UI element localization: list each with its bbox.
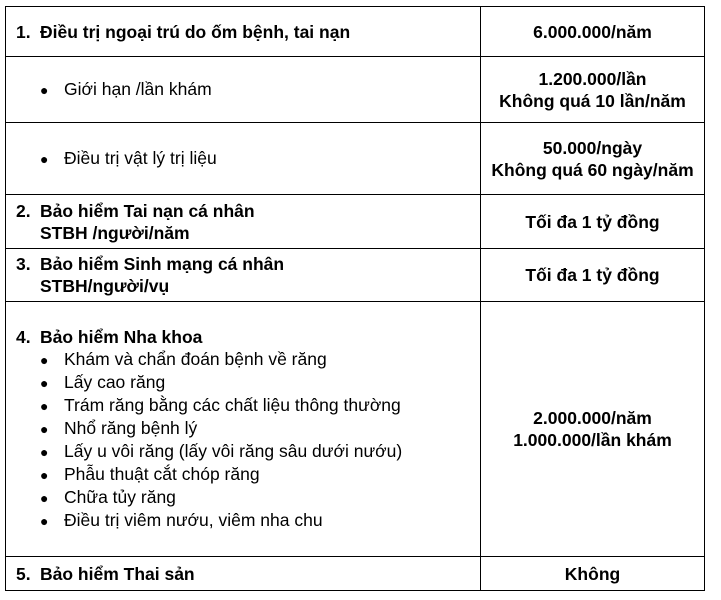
- benefit-label: Điều trị ngoại trú do ốm bệnh, tai nạn: [40, 21, 351, 42]
- limit-value: Tối đa 1 tỷ đồng: [525, 211, 660, 232]
- benefit-cell: [6, 123, 481, 195]
- bullet-icon: ●: [40, 490, 49, 506]
- limit-value: 1.200.000/lần: [538, 68, 647, 89]
- bullet-icon: ●: [40, 151, 49, 167]
- bullet-icon: ●: [40, 467, 49, 483]
- benefit-cell: [6, 557, 481, 591]
- benefit-cell: [6, 249, 481, 302]
- bullet-icon: ●: [40, 421, 49, 437]
- benefit-label: Bảo hiểm Nha khoa: [40, 327, 203, 347]
- limit-value: 50.000/ngày: [542, 137, 643, 158]
- limit-cell: [481, 57, 705, 123]
- benefit-sublabel: STBH/người/vụ: [40, 276, 170, 296]
- list-item: ● Khám và chẩn đoán bệnh về răng: [16, 348, 480, 371]
- table-row: [6, 302, 705, 557]
- benefit-label: Giới hạn /lần khám: [64, 79, 212, 99]
- bullet-icon: ●: [40, 398, 49, 414]
- limit-cell: [481, 195, 705, 249]
- list-item: ● Chữa tủy răng: [16, 486, 480, 509]
- benefit-cell: [6, 57, 481, 123]
- list-item: ● Trám răng bằng các chất liệu thông thường: [16, 394, 480, 417]
- bullet-icon: ●: [40, 82, 49, 98]
- list-item: ● Lấy cao răng: [16, 371, 480, 394]
- limit-cell: [481, 123, 705, 195]
- bullet-icon: ●: [40, 375, 49, 391]
- item-number: 5.: [16, 563, 31, 584]
- bullet-icon: ●: [40, 444, 49, 460]
- limit-note: Không quá 60 ngày/năm: [491, 159, 694, 180]
- item-number: 3.: [16, 254, 31, 274]
- limit-cell: [481, 249, 705, 302]
- benefit-label: Bảo hiểm Thai sản: [40, 563, 195, 584]
- benefit-cell: [6, 302, 481, 557]
- benefit-cell: [6, 195, 481, 249]
- table-row: [6, 557, 705, 591]
- limit-value: 2.000.000/năm: [533, 408, 652, 428]
- bullet-icon: ●: [40, 352, 49, 368]
- benefit-cell: [6, 7, 481, 57]
- benefit-label: Điều trị vật lý trị liệu: [64, 148, 217, 168]
- table-row: [6, 195, 705, 249]
- table-row: [6, 57, 705, 123]
- limit-value: Tối đa 1 tỷ đồng: [525, 265, 660, 285]
- list-item: ● Lấy u vôi răng (lấy vôi răng sâu dưới nướu): [16, 440, 480, 463]
- table-row: [6, 249, 705, 302]
- benefit-label: Bảo hiểm Tai nạn cá nhân: [40, 200, 255, 221]
- benefit-sublabel: STBH /người/năm: [40, 222, 190, 243]
- limit-note: 1.000.000/lần khám: [513, 430, 672, 450]
- limit-value: Không: [564, 563, 621, 584]
- item-number: 4.: [16, 327, 31, 347]
- bullet-icon: ●: [40, 513, 49, 529]
- list-item: ● Phẫu thuật cắt chóp răng: [16, 463, 480, 486]
- benefits-table: [5, 6, 705, 591]
- item-number: 1.: [16, 21, 31, 42]
- list-item: ● Điều trị viêm nướu, viêm nha chu: [16, 509, 480, 532]
- table-row: [6, 7, 705, 57]
- limit-cell: [481, 7, 705, 57]
- limit-cell: [481, 557, 705, 591]
- benefit-label: Bảo hiểm Sinh mạng cá nhân: [40, 254, 285, 274]
- limit-value: 6.000.000/năm: [533, 21, 652, 42]
- limit-note: Không quá 10 lần/năm: [499, 90, 686, 111]
- item-number: 2.: [16, 200, 31, 221]
- list-item: ● Nhổ răng bệnh lý: [16, 417, 480, 440]
- table-row: [6, 123, 705, 195]
- limit-cell: [481, 302, 705, 557]
